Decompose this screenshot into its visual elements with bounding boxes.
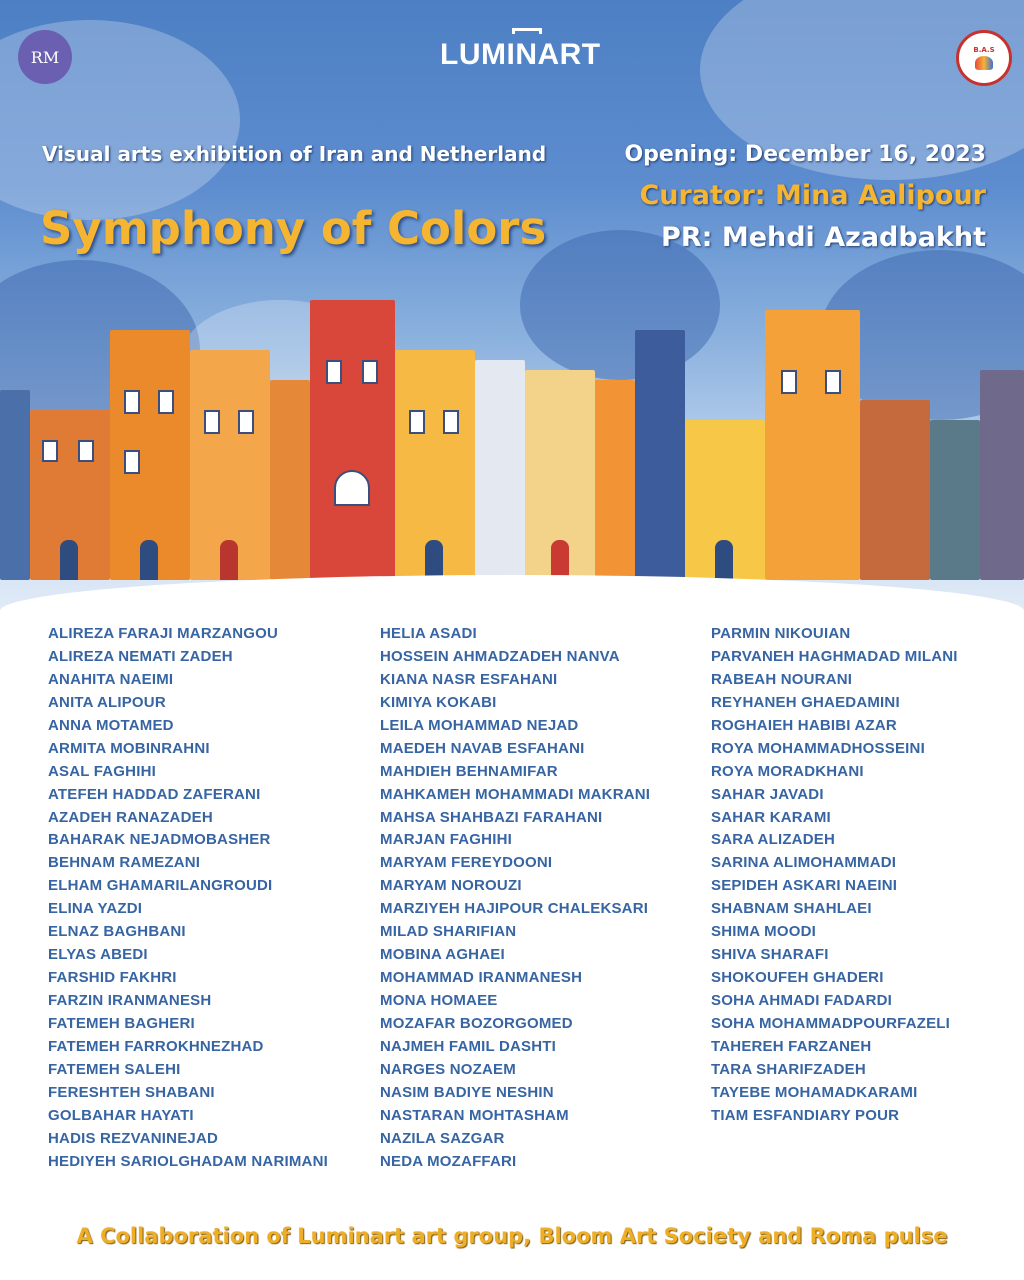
artist-name: NARGES NOZAEM (380, 1060, 516, 1078)
artist-name: ELYAS ABEDI (48, 946, 148, 964)
house (635, 330, 685, 580)
artist-name: MOZAFAR BOZORGOMED (380, 1014, 573, 1032)
roma-pulse-logo: RM (18, 30, 72, 84)
artist-name: ELNAZ BAGHBANI (48, 923, 186, 941)
artist-name: PARMIN NIKOUIAN (711, 625, 851, 642)
artist-list-column-3 (711, 623, 958, 1128)
artist-name: FERESHTEH SHABANI (48, 1083, 215, 1101)
artist-name: FATEMEH FARROKHNEZHAD (48, 1037, 264, 1055)
artist-name: BEHNAM RAMEZANI (48, 854, 201, 872)
house (190, 350, 270, 580)
artist-name: NAZILA SAZGAR (380, 1129, 505, 1147)
house (765, 310, 860, 580)
bloom-art-society-logo: B.A.S (956, 30, 1012, 86)
artist-name: KIMIYA KOKABI (380, 693, 497, 711)
artist-name: SHIVA SHARAFI (711, 946, 829, 964)
artist-name: FATEMEH BAGHERI (48, 1014, 195, 1032)
artist-name: TIAM ESFANDIARY POUR (711, 1106, 900, 1124)
artist-list-column-1 (48, 623, 328, 1174)
exhibition-subtitle: Visual arts exhibition of Iran and Netherland (42, 142, 547, 166)
house (0, 390, 30, 580)
artist-name: FARSHID FAKHRI (48, 969, 177, 987)
artist-name: GOLBAHAR HAYATI (48, 1106, 194, 1124)
artist-name: SARINA ALIMOHAMMADI (711, 854, 897, 872)
artist-name: SAHAR KARAMI (711, 808, 831, 826)
pr-contact: PR: Mehdi Azadbakht (661, 222, 986, 253)
collaboration-footer: A Collaboration of Luminart art group, Bloom Art Society and Roma pulse (76, 1224, 948, 1248)
artist-name: SEPIDEH ASKARI NAEINI (711, 877, 898, 895)
house (395, 350, 475, 580)
artist-name: SOHA AHMADI FADARDI (711, 992, 893, 1009)
artist-name: HADIS REZVANINEJAD (48, 1129, 219, 1147)
artist-name: MILAD SHARIFIAN (380, 923, 517, 941)
artist-name: ATEFEH HADDAD ZAFERANI (48, 785, 261, 803)
artist-name: TAYEBE MOHAMADKARAMI (711, 1083, 918, 1101)
artist-name: ASAL FAGHIHI (48, 762, 156, 780)
artist-name: ROGHAIEH HABIBI AZAR (711, 716, 897, 734)
artist-name: MOBINA AGHAEI (380, 946, 505, 964)
artist-name: KIANA NASR ESFAHANI (380, 670, 558, 688)
artist-name: MARJAN FAGHIHI (380, 831, 512, 849)
artist-name: SAHAR JAVADI (711, 785, 824, 803)
house (595, 380, 635, 580)
house (270, 380, 310, 580)
artist-name: HELIA ASADI (380, 625, 477, 642)
artist-name: SHOKOUFEH GHADERI (711, 969, 884, 987)
artist-name: TARA SHARIFZADEH (711, 1060, 866, 1078)
artist-name: ALIREZA NEMATI ZADEH (48, 647, 233, 665)
artist-name: MAEDEH NAVAB ESFAHANI (380, 739, 585, 757)
artist-name: PARVANEH HAGHMADAD MILANI (711, 647, 958, 665)
artist-name: SOHA MOHAMMADPOURFAZELI (711, 1014, 951, 1032)
artist-name: TAHEREH FARZANEH (711, 1037, 872, 1055)
artist-name: ROYA MOHAMMADHOSSEINI (711, 739, 925, 757)
artist-name: NASIM BADIYE NESHIN (380, 1083, 554, 1101)
artist-name: MAHSA SHAHBAZI FARAHANI (380, 808, 603, 826)
artist-name: HEDIYEH SARIOLGHADAM NARIMANI (48, 1152, 328, 1170)
curator: Curator: Mina Aalipour (639, 180, 986, 211)
artist-name: AZADEH RANAZADEH (48, 808, 213, 826)
house (860, 400, 930, 580)
artist-name: MARYAM NOROUZI (380, 877, 522, 895)
luminart-logo: LUMINART (440, 38, 601, 71)
house (525, 370, 595, 580)
opening-date: Opening: December 16, 2023 (624, 142, 986, 167)
artist-name: ANNA MOTAMED (48, 716, 174, 734)
artist-name: MARYAM FEREYDOONI (380, 854, 553, 872)
artist-name: ALIREZA FARAJI MARZANGOU (48, 625, 279, 642)
artist-name: ELINA YAZDI (48, 900, 143, 918)
artist-name: HOSSEIN AHMADZADEH NANVA (380, 647, 620, 665)
artist-name: MAHKAMEH MOHAMMADI MAKRANI (380, 785, 651, 803)
artist-name: LEILA MOHAMMAD NEJAD (380, 716, 579, 734)
artist-name: SHABNAM SHAHLAEI (711, 900, 872, 918)
artist-name: ROYA MORADKHANI (711, 762, 864, 780)
townhouses-illustration (0, 280, 1024, 600)
artist-name: RABEAH NOURANI (711, 670, 853, 688)
artist-name: MARZIYEH HAJIPOUR CHALEKSARI (380, 900, 649, 918)
artist-name: FATEMEH SALEHI (48, 1060, 181, 1078)
artist-name: NEDA MOZAFFARI (380, 1152, 517, 1170)
house (30, 410, 110, 580)
artist-name: ELHAM GHAMARILANGROUDI (48, 877, 273, 895)
house (310, 300, 395, 580)
artist-name: ANITA ALIPOUR (48, 693, 166, 711)
house (980, 370, 1024, 580)
artist-name: MONA HOMAEE (380, 992, 498, 1009)
artist-name: ARMITA MOBINRAHNI (48, 739, 210, 757)
hero-banner (0, 0, 1024, 620)
artist-name: SARA ALIZADEH (711, 831, 835, 849)
artist-name: NAJMEH FAMIL DASHTI (380, 1037, 557, 1055)
artist-name: REYHANEH GHAEDAMINI (711, 693, 900, 711)
artist-list-column-2 (380, 623, 650, 1174)
luminart-logo-mark (512, 28, 542, 34)
artist-name: BAHARAK NEJADMOBASHER (48, 831, 271, 849)
artist-name: MAHDIEH BEHNAMIFAR (380, 762, 558, 780)
artist-name: SHIMA MOODI (711, 923, 816, 941)
artist-name: NASTARAN MOHTASHAM (380, 1106, 569, 1124)
flame-icon (975, 56, 993, 70)
artist-name: MOHAMMAD IRANMANESH (380, 969, 583, 987)
house (110, 330, 190, 580)
artist-name: FARZIN IRANMANESH (48, 992, 212, 1009)
exhibition-title: Symphony of Colors (40, 202, 547, 255)
house (685, 420, 765, 580)
house (930, 420, 980, 580)
house (475, 360, 525, 580)
artist-name: ANAHITA NAEIMI (48, 670, 174, 688)
